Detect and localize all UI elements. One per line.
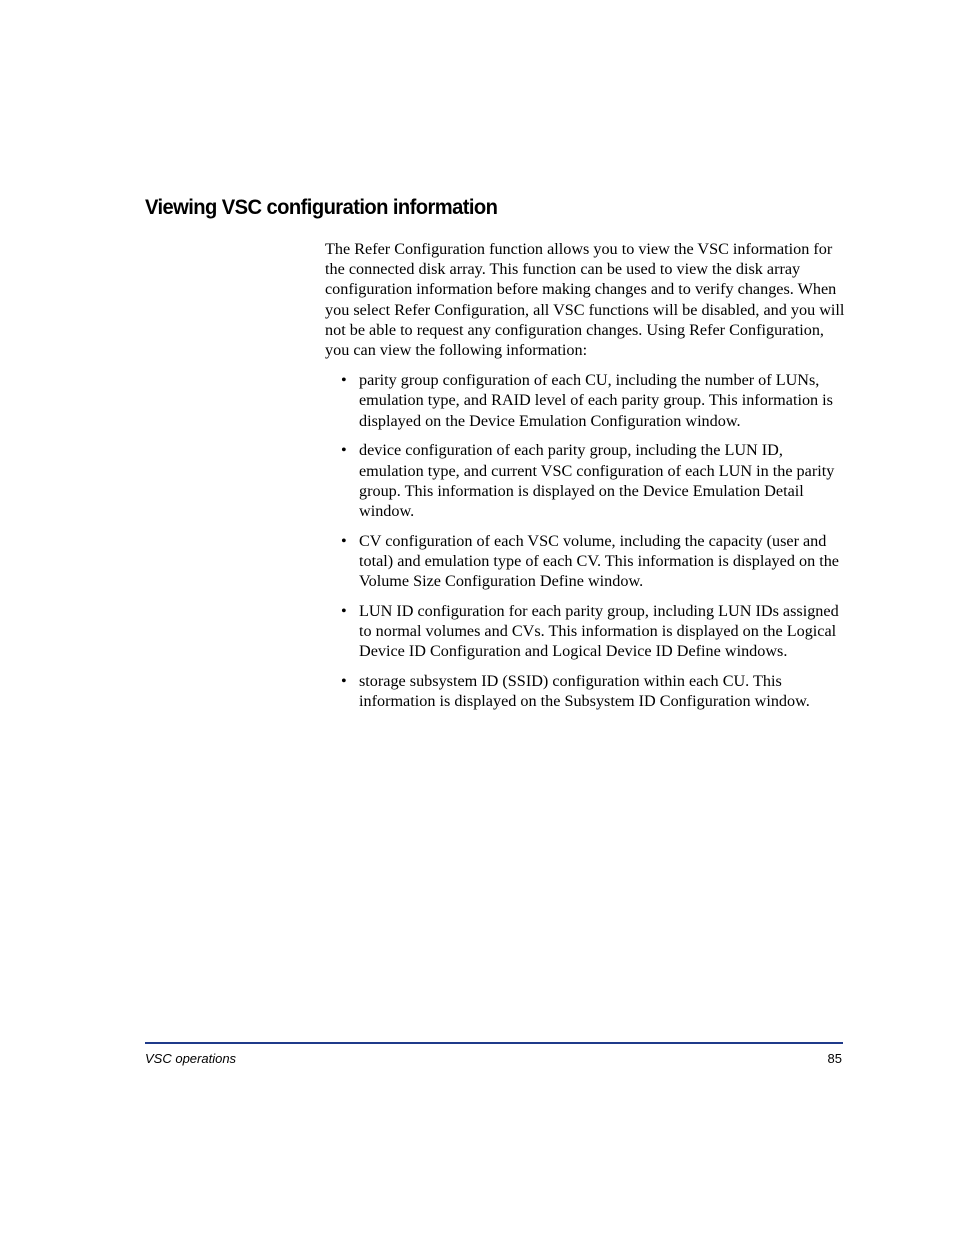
list-item-text: device configuration of each parity group, including the LUN ID, emulation type, and current VSC configuration of each LUN in the parity group. This information is displayed on the Device Emulation Detail window. [359,441,835,521]
list-item-text: storage subsystem ID (SSID) configuration within each CU. This information is displayed on the Subsystem ID Configuration window. [359,672,810,711]
list-item [325,440,845,521]
list-item [325,370,845,431]
bullet-icon: • [341,441,347,460]
list-item-text: parity group configuration of each CU, including the number of LUNs, emulation type, and RAID level of each parity group. This information is displayed on the Device Emulation Configuration window. [359,371,833,430]
list-item-text: LUN ID configuration for each parity group, including LUN IDs assigned to normal volumes and CVs. This information is displayed on the Logical Device ID Configuration and Logical Device ID Define windows. [359,602,839,661]
bullet-icon: • [341,672,347,691]
list-item-text: CV configuration of each VSC volume, including the capacity (user and total) and emulation type of each CV. This information is displayed on the Volume Size Configuration Define window. [359,531,839,591]
information-list [325,370,845,711]
footer-rule [145,1042,843,1044]
bullet-icon: • [341,531,347,550]
section-heading: Viewing VSC configuration information [145,196,498,219]
list-item [325,601,845,662]
bullet-icon: • [341,602,347,621]
intro-paragraph: The Refer Configuration function allows you to view the VSC information for the connected disk array. This function can be used to view the disk array configuration information before making changes and to verify changes. When you select Refer Configuration, all VSC functions will be disabled, and you will not be able to request any configuration changes. Using Refer Configuration, you can view the following information: [325,240,845,360]
footer-chapter-title: VSC operations [145,1051,237,1066]
section-body [325,239,845,721]
list-item [325,531,845,592]
bullet-icon: • [341,371,347,390]
list-item [325,671,845,711]
page-number: 85 [827,1051,842,1066]
